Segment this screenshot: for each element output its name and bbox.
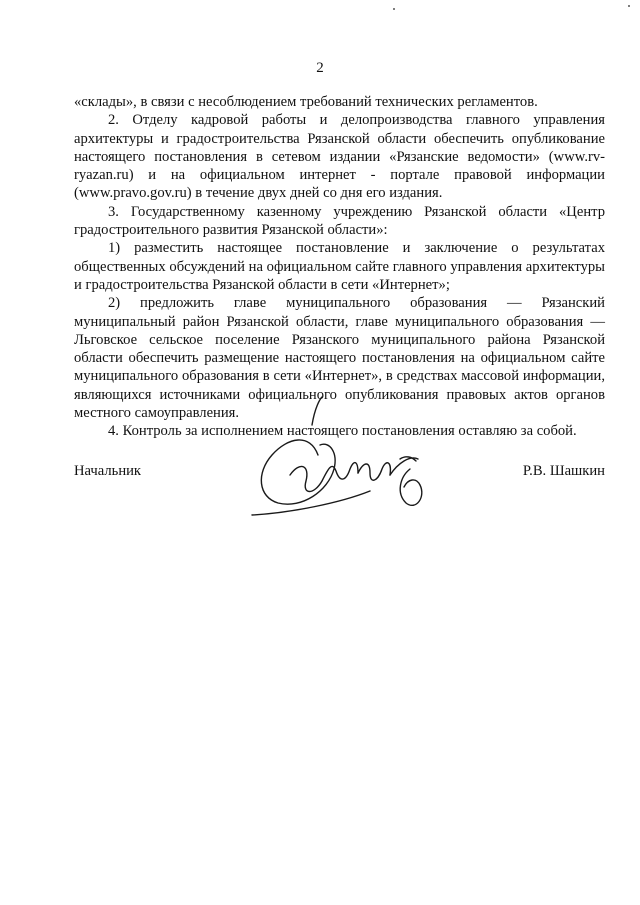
page-number: 2	[316, 60, 324, 76]
scan-speck	[393, 8, 395, 10]
paragraph-subitem-1: 1) разместить настоящее постановление и заключение о результатах общественных обсуждений на официальном сайте главного управления архитектуры и градостроительства Рязанской области в сети «Интернет»;	[74, 240, 605, 293]
paragraph-item-2: 2. Отделу кадровой работы и делопроизводства главного управления архитектуры и градостроительства Рязанской области обеспечить опубликование настоящего постановления в сетевом издании «Рязанские ведомости» (www.rv-ryazan.ru) и на официальном интернет - портале правовой информации (www.pravo.gov.ru) в течение двух дней со дня его издания.	[74, 112, 605, 202]
paragraph-subitem-2: 2) предложить главе муниципального образования — Рязанский муниципальный район Рязанской области, главе муниципального образования — Льговское сельское поселение Рязанского муниципального района Рязанской области обеспечить размещение настоящего постановления на официальном сайте муниципального образования в сети «Интернет», в средствах массовой информации, являющихся источниками официального опубликования правовых актов органов местного самоуправления.	[74, 295, 605, 422]
handwritten-signature	[250, 395, 440, 520]
scan-speck	[628, 5, 630, 7]
paragraph-continuation: «склады», в связи с несоблюдением требований технических регламентов.	[74, 94, 538, 110]
signatory-name: Р.В. Шашкин	[522, 463, 605, 479]
paragraph-item-4: 4. Контроль за исполнением настоящего постановления оставляю за собой.	[108, 423, 577, 440]
document-body	[74, 93, 605, 441]
signatory-title: Начальник	[74, 463, 142, 479]
paragraph-item-3: 3. Государственному казенному учреждению Рязанской области «Центр градостроительного развития Рязанской области»:	[74, 203, 605, 239]
